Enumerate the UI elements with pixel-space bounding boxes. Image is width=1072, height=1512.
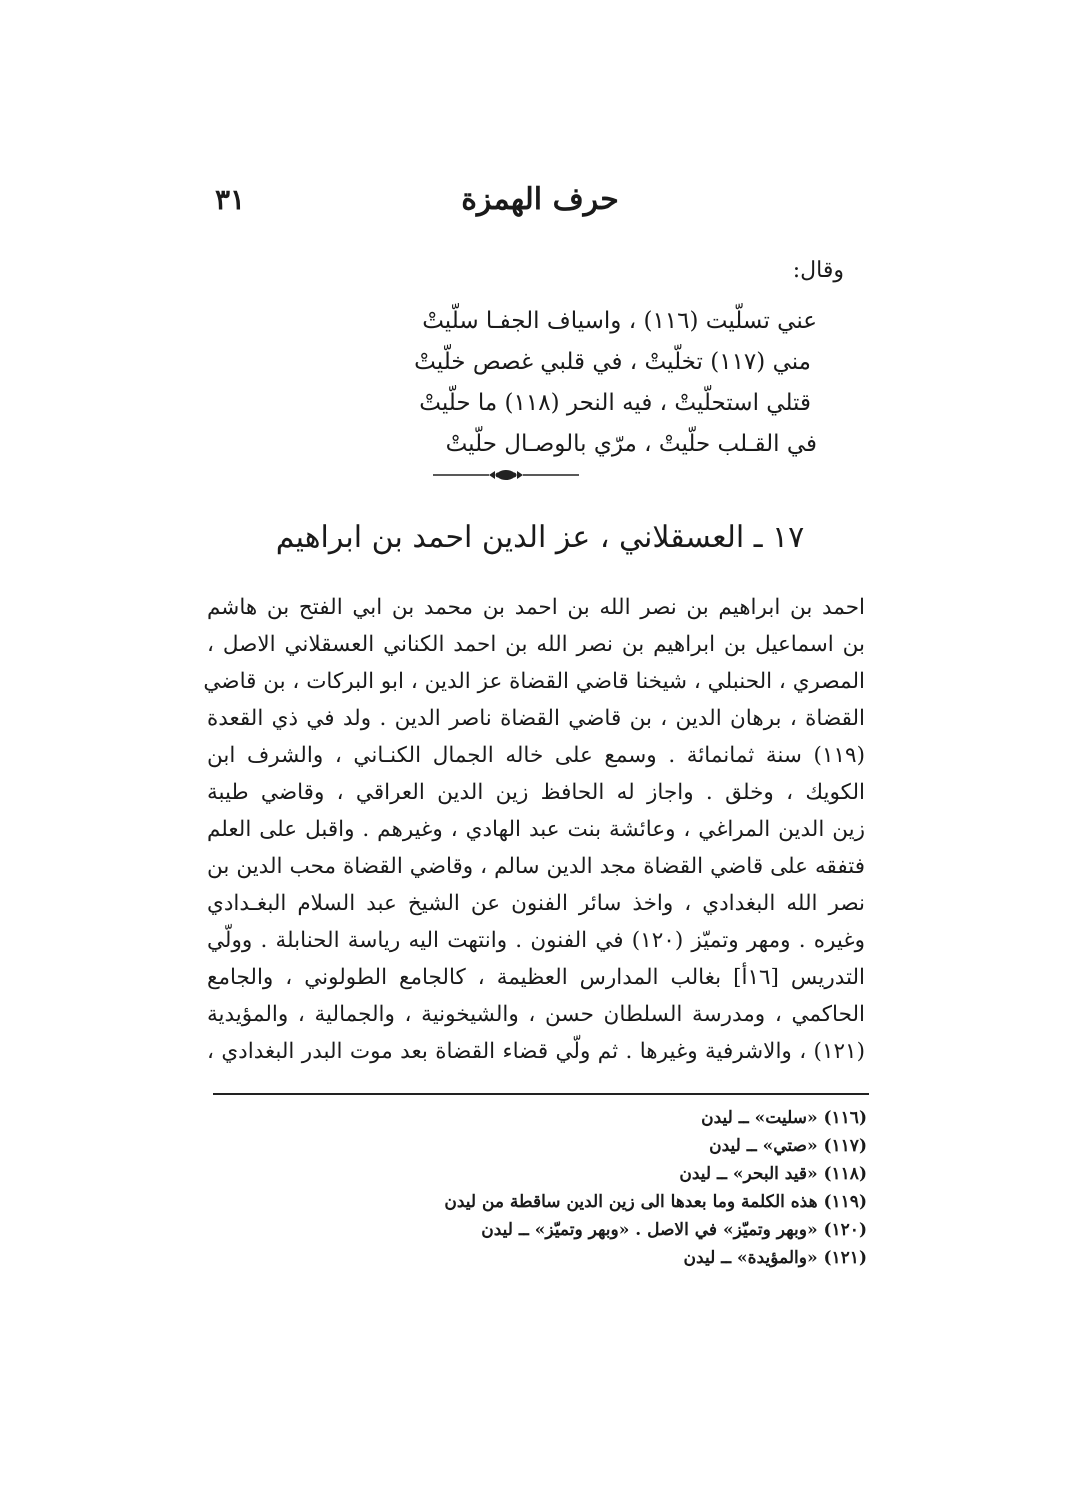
text-line: زين الدين المراغي ، وعائشة بنت عبد الهادي ، وغيرهم . واقبل على العلم xyxy=(207,817,865,842)
ornament-divider xyxy=(433,468,579,482)
text-line: وغيره . ومهر وتميّز (١٢٠) في الفنون . وانتهت اليه رياسة الحنابلة . وولّي xyxy=(207,928,865,953)
page-number: ٣١ xyxy=(215,183,246,216)
text-line: المصري ، الحنبلي ، شيخنا قاضي القضاة عز الدين ، ابو البركات ، بن قاضي xyxy=(203,669,865,694)
poem-intro: وقال: xyxy=(792,258,844,283)
footnote-divider xyxy=(213,1093,869,1095)
footnote: (١١٦) «سليت» ــ ليدن xyxy=(701,1108,867,1128)
footnote: (١١٨) «قيد البحر» ــ ليدن xyxy=(679,1164,867,1184)
text-line: التدريس [١٦أ] بغالب المدارس العظيمة ، كالجامع الطولوني ، والجامع xyxy=(207,965,866,990)
poem-line: في القـلب حلّيتْ ، مرّي بالوصـال حلّيتْ xyxy=(445,431,817,457)
footnote: (١١٩) هذه الكلمة وما بعدها الى زين الدين ساقطة من ليدن xyxy=(444,1192,867,1212)
text-line: بن اسماعيل بن ابراهيم بن نصر الله بن احمد الكناني العسقلاني الاصل ، xyxy=(207,632,865,657)
text-line: فتفقه على قاضي القضاة مجد الدين سالم ، وقاضي القضاة محب الدين بن xyxy=(207,854,865,879)
biography-text xyxy=(203,590,866,1071)
text-line: نصر الله البغدادي ، واخذ سائر الفنون عن الشيخ عبد السلام البغـدادي xyxy=(207,891,865,916)
footnotes xyxy=(347,1104,867,1272)
footnote: (١٢٠) «وبهر وتميّز» في الاصل . «وبهر وتميّز» ــ ليدن xyxy=(481,1220,867,1240)
poem-line: عني تسلّيت (١١٦) ، واسياف الجفـا سلّيتْ xyxy=(422,308,817,334)
poem xyxy=(257,302,817,466)
section-heading: ١٧ ـ العسقلاني ، عز الدين احمد بن ابراهيم xyxy=(275,520,805,555)
text-line: (١٢١) ، والاشرفية وغيرها . ثم ولّي قضاء القضاة بعد موت البدر البغدادي ، xyxy=(207,1039,865,1064)
text-line: الحاكمي ، ومدرسة السلطان حسن ، والشيخونية ، والجمالية ، والمؤيدية xyxy=(207,1002,865,1027)
text-line: احمد بن ابراهيم بن نصر الله بن احمد بن محمد بن ابي الفتح بن هاشم xyxy=(207,595,865,620)
footnote: (١٢١) «والمؤيدة» ــ ليدن xyxy=(683,1248,867,1268)
text-line: القضاة ، برهان الدين ، بن قاضي القضاة ناصر الدين . ولد في ذي القعدة xyxy=(207,706,865,731)
poem-line: مني (١١٧) تخلّيتْ ، في قلبي غصص خلّيتْ xyxy=(414,349,811,375)
text-line: الكويك ، وخلق . واجاز له الحافظ زين الدين العراقي ، وقاضي طيبة xyxy=(207,780,865,805)
running-title: حرف الهمزة xyxy=(461,182,619,217)
footnote: (١١٧) «صتي» ــ ليدن xyxy=(709,1136,867,1156)
running-header xyxy=(215,180,865,230)
poem-line: قتلي استحلّيتْ ، فيه النحر (١١٨) ما حلّيتْ xyxy=(419,390,811,416)
text-line: (١١٩) سنة ثمانمائة . وسمع على خاله الجمال الكنـاني ، والشرف ابن xyxy=(207,743,865,768)
